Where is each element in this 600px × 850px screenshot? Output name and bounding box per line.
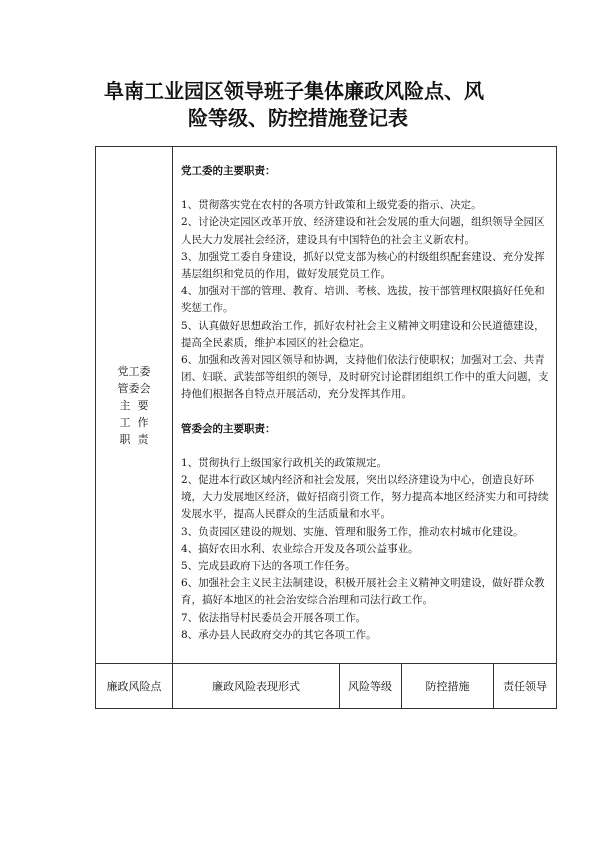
header-risk-point: 廉政风险点 <box>106 679 162 693</box>
document-title-line2: 险等级、防控措施登记表 <box>188 106 408 130</box>
management-duty-item: 8、承办县人民政府交办的其它各项工作。 <box>181 628 377 641</box>
party-duty-item: 2、讨论决定园区改革开放、经济建设和社会发展的重大问题，组织领导全园区人民大力发展社会经济，建设具有中国特色的社会主义新农村。 <box>181 216 545 246</box>
management-duty-item: 2、促进本行政区域内经济和社会发展，突出以经济建设为中心，创造良好环境，大力发展地区经济，做好招商引资工作，努力提高本地区经济实力和可持续发展水平，提高人民群众的生活质量和水平。 <box>181 474 549 521</box>
party-duty-item: 4、加强对干部的管理、教育、培训、考核、选拔，按干部管理权限搞好任免和奖惩工作。 <box>181 285 545 315</box>
duty-label-line: 工 作 <box>119 416 149 429</box>
duty-label-cell <box>96 147 172 664</box>
duty-label-line: 主 要 <box>119 399 149 412</box>
party-committee-heading: 党工委的主要职责： <box>181 165 276 177</box>
management-duty-item: 4、搞好农田水利、农业综合开发及各项公益事业。 <box>181 542 419 555</box>
duty-label-line: 党工委 <box>117 365 151 378</box>
header-prevention-measures: 防控措施 <box>425 679 470 693</box>
table-divider <box>172 147 173 709</box>
duty-label <box>96 363 172 448</box>
duty-label-line: 职 责 <box>119 433 149 446</box>
management-duty-item: 7、依法指导村民委员会开展各项工作。 <box>181 611 367 624</box>
management-duty-item: 6、加强社会主义民主法制建设，积极开展社会主义精神文明建设，做好群众教育，搞好本地区的社会治安综合治理和司法行政工作。 <box>181 577 545 607</box>
party-duty-item: 5、认真做好思想政治工作，抓好农村社会主义精神文明建设和公民道德建设，提高全民素质，维护本园区的社会稳定。 <box>181 319 545 349</box>
party-duty-item: 3、加强党工委自身建设，抓好以党支部为核心的村级组织配套建设、充分发挥基层组织和党员的作用，做好发展党员工作。 <box>181 250 545 281</box>
header-responsible-leader: 责任领导 <box>503 679 547 693</box>
management-duty-item: 3、负责园区建设的规划、实施、管理和服务工作，推动农村城市化建设。 <box>181 525 524 538</box>
management-committee-heading: 管委会的主要职责： <box>181 422 276 435</box>
party-duty-item: 1、贯彻落实党在农村的各项方针政策和上级党委的指示、决定。 <box>181 199 482 212</box>
table-divider <box>339 664 340 709</box>
party-duty-item: 6、加强和改善对园区领导和协调，支持他们依法行使职权；加强对工会、共青团、妇联、武装部等组织的领导，及时研究讨论群团组织工作中的重大问题，支持他们根据各自特点开展活动，充分发挥其作用。 <box>181 354 549 401</box>
header-risk-level: 风险等级 <box>348 679 392 693</box>
document-title-line1: 阜南工业园区领导班子集体廉政风险点、风 <box>104 79 484 103</box>
duties-content <box>181 163 551 644</box>
duty-label-line: 管委会 <box>117 382 151 395</box>
management-duty-item: 5、完成县政府下达的各项工作任务。 <box>181 560 356 573</box>
management-duty-item: 1、贯彻执行上级国家行政机关的政策规定。 <box>181 456 388 469</box>
header-risk-form: 廉政风险表现形式 <box>212 679 300 693</box>
